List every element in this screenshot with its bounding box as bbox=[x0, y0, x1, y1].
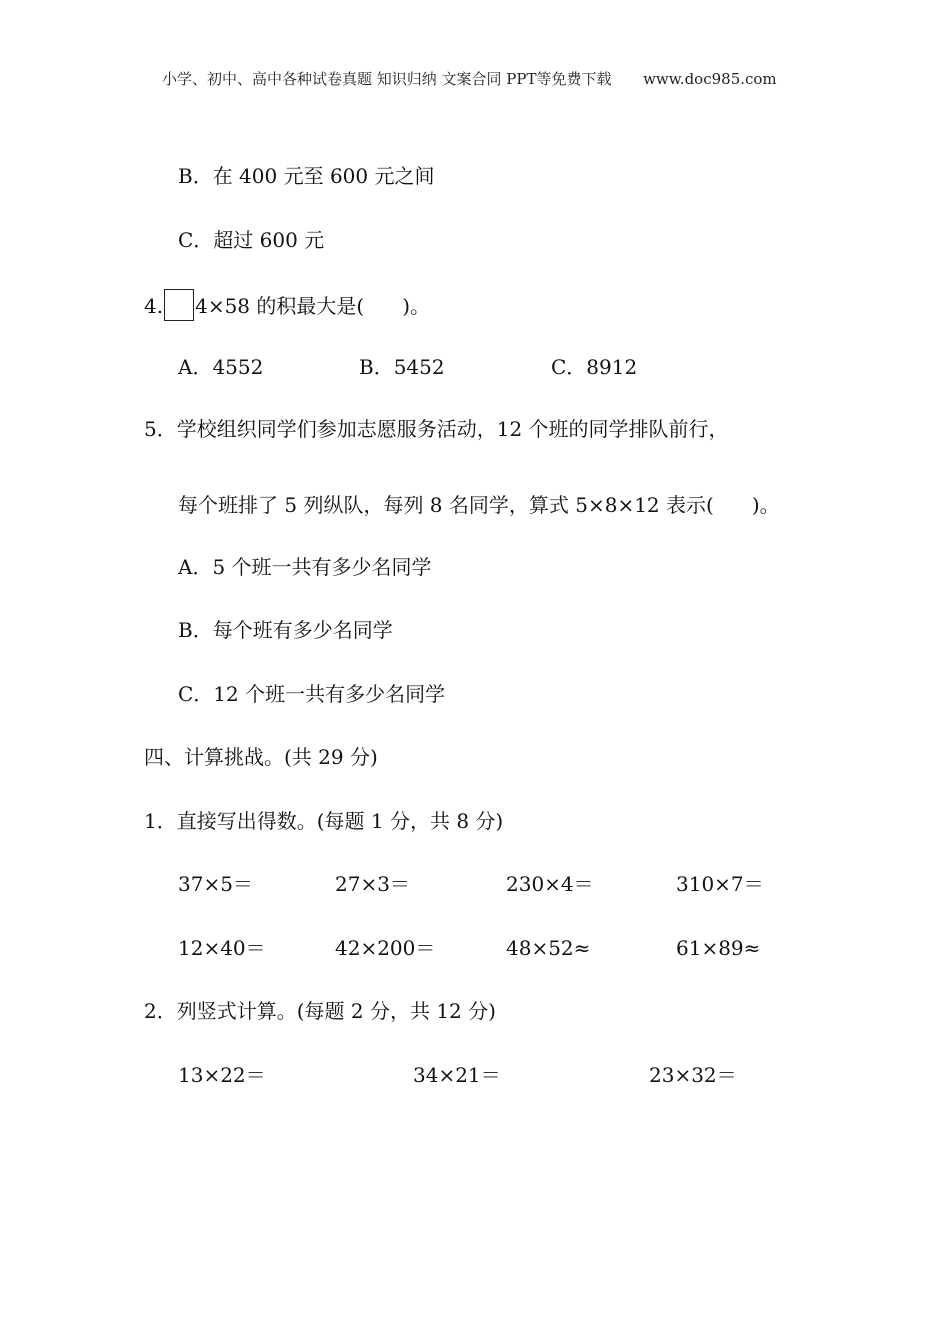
q5-line2-text: 每个班排了 5 列纵队，每列 8 名同学，算式 5×8×12 表示( bbox=[178, 493, 714, 517]
q3-option-b: B．在 400 元至 600 元之间 bbox=[178, 164, 435, 188]
vertical-calc-item: 34×21＝ bbox=[413, 1063, 501, 1087]
q5-option-b: B．每个班有多少名同学 bbox=[178, 618, 393, 642]
calc-item: 27×3＝ bbox=[335, 872, 410, 896]
q4-stem-end: )。 bbox=[402, 294, 430, 318]
q4-option-c: C．8912 bbox=[551, 355, 638, 379]
q4-stem bbox=[144, 289, 430, 321]
calc-item: 61×89≈ bbox=[676, 936, 761, 960]
q4-option-a: A．4552 bbox=[178, 355, 264, 379]
calc-item: 12×40＝ bbox=[178, 936, 266, 960]
q5-option-a: A．5 个班一共有多少名同学 bbox=[178, 555, 432, 579]
page-header bbox=[162, 68, 777, 89]
calc-item: 230×4＝ bbox=[506, 872, 594, 896]
q4-digit-box bbox=[164, 289, 194, 321]
q3-option-c: C．超过 600 元 bbox=[178, 228, 325, 252]
q5-line2-end: )。 bbox=[751, 493, 780, 517]
header-left-text: 小学、初中、高中各种试卷真题 知识归纳 文案合同 PPT等免费下载 bbox=[162, 70, 612, 88]
vertical-calc-item: 13×22＝ bbox=[178, 1063, 266, 1087]
s4-q2-title: 2．列竖式计算。(每题 2 分，共 12 分) bbox=[144, 999, 496, 1023]
q5-line1: 5．学校组织同学们参加志愿服务活动，12 个班的同学排队前行， bbox=[144, 417, 729, 441]
vertical-calc-item: 23×32＝ bbox=[649, 1063, 737, 1087]
calc-item: 48×52≈ bbox=[506, 936, 591, 960]
calc-item: 37×5＝ bbox=[178, 872, 253, 896]
section-4-title: 四、计算挑战。(共 29 分) bbox=[144, 745, 378, 769]
q4-stem-text: 4×58 的积最大是( bbox=[195, 294, 365, 318]
calc-item: 310×7＝ bbox=[676, 872, 764, 896]
q5-option-c: C．12 个班一共有多少名同学 bbox=[178, 682, 446, 706]
q4-number: 4. bbox=[144, 294, 164, 318]
s4-q1-title: 1．直接写出得数。(每题 1 分，共 8 分) bbox=[144, 809, 504, 833]
header-url: www.doc985.com bbox=[643, 70, 777, 88]
calc-item: 42×200＝ bbox=[335, 936, 436, 960]
q4-option-b: B．5452 bbox=[359, 355, 445, 379]
q5-line2 bbox=[178, 492, 780, 518]
